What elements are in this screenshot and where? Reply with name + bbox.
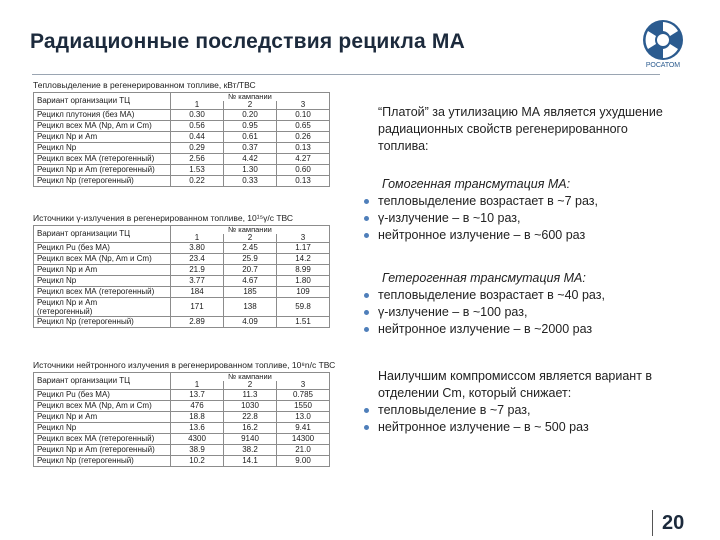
table-cell: 14.1	[224, 456, 277, 467]
table-row	[34, 132, 330, 143]
table-cell: 22.8	[224, 412, 277, 423]
table-cell: 3.80	[171, 243, 224, 254]
col-header: 3	[277, 381, 330, 390]
row-label: Рецикл всех МА (гетерогенный)	[34, 154, 171, 165]
table-cell: 1.30	[224, 165, 277, 176]
row-label: Рецикл Np (гетерогенный)	[34, 317, 171, 328]
header-campaign: № кампании	[171, 373, 330, 382]
table-cell: 0.37	[224, 143, 277, 154]
row-label: Рецикл Np	[34, 276, 171, 287]
table-cell: 0.26	[277, 132, 330, 143]
table-cell: 1030	[224, 401, 277, 412]
table-cell: 0.60	[277, 165, 330, 176]
table-cell: 4.67	[224, 276, 277, 287]
heat-release-table	[33, 92, 330, 187]
table-cell: 171	[171, 298, 224, 317]
header-label: Вариант организации ТЦ	[34, 226, 171, 243]
header-campaign: № кампании	[171, 226, 330, 235]
bullet-item: нейтронное излучение – в ~600 раз	[364, 227, 664, 244]
table-cell: 4300	[171, 434, 224, 445]
table-cell: 16.2	[224, 423, 277, 434]
table-cell: 13.6	[171, 423, 224, 434]
table-cell: 23.4	[171, 254, 224, 265]
table-row	[34, 445, 330, 456]
gamma-source-table	[33, 225, 330, 328]
row-label: Рецикл всех МА (гетерогенный)	[34, 287, 171, 298]
table-cell: 8.99	[277, 265, 330, 276]
table-row	[34, 317, 330, 328]
table-cell: 0.13	[277, 143, 330, 154]
col-header: 3	[277, 234, 330, 243]
intro-block	[364, 104, 664, 155]
col-header: 2	[224, 234, 277, 243]
table-cell: 0.65	[277, 121, 330, 132]
table-cell: 2.56	[171, 154, 224, 165]
table-cell: 0.10	[277, 110, 330, 121]
table-cell: 11.3	[224, 390, 277, 401]
row-label: Рецикл Np (гетерогенный)	[34, 456, 171, 467]
table-cell: 4.42	[224, 154, 277, 165]
table-cell: 0.56	[171, 121, 224, 132]
table-cell: 0.30	[171, 110, 224, 121]
row-label: Рецикл Np (гетерогенный)	[34, 176, 171, 187]
intro-text: “Платой” за утилизацию МА является ухудшение радиационных свойств регенерированного топлива:	[378, 105, 663, 153]
homogeneous-title: Гомогенная трансмутация МА:	[382, 177, 571, 191]
row-label: Рецикл Pu (без МА)	[34, 390, 171, 401]
table-cell: 0.33	[224, 176, 277, 187]
table-header-row	[34, 226, 330, 235]
table-row	[34, 390, 330, 401]
table-cell: 21.0	[277, 445, 330, 456]
table-cell: 0.44	[171, 132, 224, 143]
logo-label: РОСАТОМ	[645, 62, 681, 69]
neutron-source-table	[33, 372, 330, 467]
best-option-text: Наилучшим компромиссом является вариант в отделении Cm, который снижает:	[378, 369, 653, 400]
table-row	[34, 165, 330, 176]
row-label: Рецикл Np и Am	[34, 412, 171, 423]
table-cell: 1550	[277, 401, 330, 412]
header-label: Вариант организации ТЦ	[34, 93, 171, 110]
page-number-divider	[652, 510, 653, 536]
gamma-table-block	[33, 213, 330, 328]
bullet-item: тепловыделение в ~7 раз,	[364, 402, 664, 419]
bullet-item: γ-излучение – в ~100 раз,	[364, 304, 664, 321]
best-option-block	[364, 368, 664, 436]
row-label: Рецикл Np	[34, 423, 171, 434]
row-label: Рецикл всех МА (Np, Am и Cm)	[34, 401, 171, 412]
row-label: Рецикл Np и Am	[34, 265, 171, 276]
row-label: Рецикл всех МА (Np, Am и Cm)	[34, 254, 171, 265]
table-row	[34, 287, 330, 298]
homogeneous-block	[364, 176, 664, 244]
row-label: Рецикл Np и Am (гетерогенный)	[34, 298, 171, 317]
table-cell: 20.7	[224, 265, 277, 276]
table-row	[34, 276, 330, 287]
table-cell: 0.95	[224, 121, 277, 132]
table-header-row	[34, 93, 330, 102]
heat-table-block	[33, 80, 330, 187]
table-row	[34, 154, 330, 165]
table-cell: 9140	[224, 434, 277, 445]
slide-title: Радиационные последствия рецикла МА	[30, 30, 465, 53]
row-label: Рецикл Np и Am	[34, 132, 171, 143]
table-caption: Источники γ-излучения в регенерированном топливе, 10¹⁵γ/с ТВС	[33, 213, 294, 223]
table-row	[34, 423, 330, 434]
table-cell: 184	[171, 287, 224, 298]
table-row	[34, 110, 330, 121]
table-cell: 0.20	[224, 110, 277, 121]
table-cell: 1.17	[277, 243, 330, 254]
table-cell: 14300	[277, 434, 330, 445]
table-cell: 10.2	[171, 456, 224, 467]
table-cell: 0.22	[171, 176, 224, 187]
row-label: Рецикл Np	[34, 143, 171, 154]
table-row	[34, 412, 330, 423]
table-cell: 4.09	[224, 317, 277, 328]
table-cell: 0.13	[277, 176, 330, 187]
table-cell: 2.45	[224, 243, 277, 254]
table-caption: Тепловыделение в регенерированном топливе, кВт/ТВС	[33, 80, 256, 90]
row-label: Рецикл Np и Am (гетерогенный)	[34, 165, 171, 176]
col-header: 1	[171, 101, 224, 110]
table-row	[34, 176, 330, 187]
table-cell: 0.29	[171, 143, 224, 154]
header-campaign: № кампании	[171, 93, 330, 102]
col-header: 2	[224, 381, 277, 390]
heterogeneous-block	[364, 270, 664, 338]
table-cell: 2.89	[171, 317, 224, 328]
table-cell: 18.8	[171, 412, 224, 423]
table-cell: 4.27	[277, 154, 330, 165]
table-row	[34, 456, 330, 467]
col-header: 2	[224, 101, 277, 110]
table-cell: 9.00	[277, 456, 330, 467]
table-header-row	[34, 373, 330, 382]
table-cell: 0.61	[224, 132, 277, 143]
table-row	[34, 121, 330, 132]
col-header: 1	[171, 381, 224, 390]
table-cell: 21.9	[171, 265, 224, 276]
table-cell: 185	[224, 287, 277, 298]
table-cell: 1.80	[277, 276, 330, 287]
table-cell: 0.785	[277, 390, 330, 401]
table-cell: 3.77	[171, 276, 224, 287]
table-cell: 38.9	[171, 445, 224, 456]
table-row	[34, 254, 330, 265]
title-divider	[32, 74, 660, 75]
table-cell: 476	[171, 401, 224, 412]
table-cell: 1.51	[277, 317, 330, 328]
table-cell: 38.2	[224, 445, 277, 456]
table-row	[34, 143, 330, 154]
table-row	[34, 298, 330, 317]
bullet-item: γ-излучение – в ~10 раз,	[364, 210, 664, 227]
row-label: Рецикл Pu (без МА)	[34, 243, 171, 254]
bullet-item: нейтронное излучение – в ~ 500 раз	[364, 419, 664, 436]
table-cell: 13.0	[277, 412, 330, 423]
table-cell: 138	[224, 298, 277, 317]
row-label: Рецикл плутония (без МА)	[34, 110, 171, 121]
rosatom-logo-icon	[640, 10, 686, 70]
heterogeneous-title: Гетерогенная трансмутация МА:	[382, 271, 586, 285]
table-cell: 59.8	[277, 298, 330, 317]
page-number: 20	[662, 512, 685, 534]
table-caption: Источники нейтронного излучения в регенерированном топливе, 10⁸n/c ТВС	[33, 360, 336, 370]
neutron-table-block	[33, 360, 335, 467]
row-label: Рецикл всех МА (Np, Am и Cm)	[34, 121, 171, 132]
bullet-item: тепловыделение возрастает в ~40 раз,	[364, 287, 664, 304]
table-cell: 109	[277, 287, 330, 298]
row-label: Рецикл всех МА (гетерогенный)	[34, 434, 171, 445]
table-row	[34, 265, 330, 276]
header-label: Вариант организации ТЦ	[34, 373, 171, 390]
table-cell: 25.9	[224, 254, 277, 265]
bullet-item: тепловыделение возрастает в ~7 раз,	[364, 193, 664, 210]
table-row	[34, 434, 330, 445]
col-header: 3	[277, 101, 330, 110]
table-cell: 14.2	[277, 254, 330, 265]
table-cell: 1.53	[171, 165, 224, 176]
table-row	[34, 243, 330, 254]
bullet-item: нейтронное излучение – в ~2000 раз	[364, 321, 664, 338]
table-cell: 9.41	[277, 423, 330, 434]
table-cell: 13.7	[171, 390, 224, 401]
row-label: Рецикл Np и Am (гетерогенный)	[34, 445, 171, 456]
table-row	[34, 401, 330, 412]
col-header: 1	[171, 234, 224, 243]
